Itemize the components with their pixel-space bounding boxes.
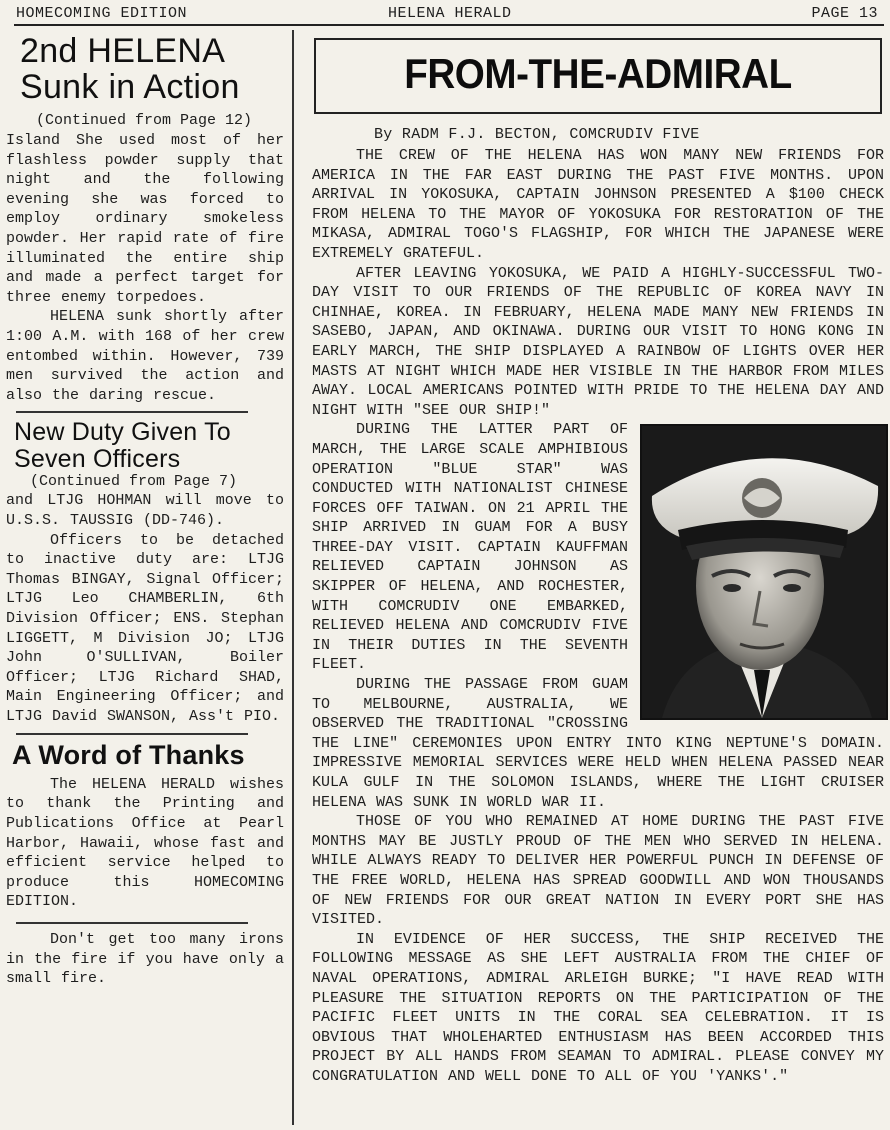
byline: By RADM F.J. BECTON, COMCRUDIV FIVE [374,126,700,143]
article-paragraph: THOSE OF YOU WHO REMAINED AT HOME DURING THE PAST FIVE MONTHS MAY BE JUSTLY PROUD OF THE MEN WHO SERVED IN HELENA. WHILE ALWAYS READY TO DELIVER HER POWERFUL PUNCH IN DEFENSE OF THE FREE WORLD, HELENA HAS SPREAD GOODWILL AND WON THOUSANDS OF NEW FRIENDS FOR OUR GREAT NATION IN EVERY PORT SHE HAS VISITED. [312,813,884,929]
article-body [312,146,884,1087]
story2-headline [14,419,284,472]
story1-paragraph: Island She used most of her flashless powder supply that night and the following evening she was forced to employ ordinary smokeless powder. Her rapid rate of fire illuminated the entire ship and made a perfect target for three enemy torpedoes. [6,131,284,306]
edition-label: HOMECOMING EDITION [16,5,188,22]
article-title: FROM-THE-ADMIRAL [404,50,792,97]
admiral-portrait [640,424,888,720]
story1-paragraph: HELENA sunk shortly after 1:00 A.M. with 168 of her crew entombed within. However, 739 men survived the action and also the daring rescue. [6,308,284,404]
masthead [14,4,884,26]
story2-headline-line1: New Duty Given To [14,418,231,447]
article-paragraph: IN EVIDENCE OF HER SUCCESS, THE SHIP RECEIVED THE FOLLOWING MESSAGE AS SHE LEFT AUSTRALIA FROM THE CHIEF OF NAVAL OPERATIONS, ADMIRAL ARLEIGH BURKE; "I HAVE READ WITH PLEASURE THE SITUATION REPORTS ON THE PARTICIPATION OF THE PACIFIC FLEET UNITS IN THE CORAL SEA CELEBRATION. IT IS OBVIOUS THAT WHOLEHARTED ENTHUSIASM HAS BEEN ACCORDED THIS PROJECT BY ALL HANDS FROM SEAMAN TO ADMIRAL. PLEASE CONVEY MY CONGRATULATION AND WELL DONE TO ALL OF YOU 'YANKS'." [312,930,884,1085]
story3-headline: A Word of Thanks [12,739,245,770]
title-box [314,38,882,114]
divider [16,733,248,735]
story1-continued-note: (Continued from Page 12) [36,112,253,130]
article-paragraph: DURING THE LATTER PART OF MARCH, THE LARGE SCALE AMPHIBIOUS OPERATION "BLUE STAR" WAS CONDUCTED WITH NATIONALIST CHINESE FORCES OFF TAIWAN. ON 21 APRIL THE SHIP ARRIVED IN GUAM FOR A BUSY THREE-DAY VISIT. CAPTAIN KAUFFMAN RELIEVED CAPTAIN JOHNSON AS SKIPPER OF HELENA, AND ROCHESTER, WITH COMCRUDIV ONE EMBARKED, RELIEVED HELENA AND COMCRUDIV FIVE IN THEIR DUTIES IN THE SEVENTH FLEET. [312,421,628,674]
column-divider [292,30,294,1125]
article-paragraph: THE CREW OF THE HELENA HAS WON MANY NEW FRIENDS FOR AMERICA IN THE FAR EAST DURING THE PAST FIVE MONTHS. UPON ARRIVAL IN YOKOSUKA, CAPTAIN JOHNSON PRESENTED A $100 CHECK FROM HELENA TO THE MAYOR OF YOKOSUKA FOR RESTORATION OF THE MIKASA, ADMIRAL TOGO'S FLAGSHIP, FOR WHICH THE JAPANESE WERE EXTREMELY GRATEFUL. [312,147,884,262]
divider [16,411,248,413]
left-column [6,30,284,1125]
story1-headline-line1: 2nd HELENA [20,32,226,70]
story2-paragraph: and LTJG HOHMAN will move to U.S.S. TAUSSIG (DD-746). [6,492,284,529]
page-number: PAGE 13 [811,5,878,22]
divider [16,922,248,924]
filler-quip: Don't get too many irons in the fire if you have only a small fire. [6,931,284,988]
right-column [302,30,884,1125]
story2-continued-note: (Continued from Page 7) [30,472,238,490]
newspaper-name: HELENA HERALD [388,5,512,22]
story2-headline-line2: Seven Officers [14,444,181,473]
article-paragraph: DURING THE PASSAGE FROM GUAM TO MELBOURNE, AUSTRALIA, WE OBSERVED THE TRADITIONAL "CROSSING THE LINE" CEREMONIES UPON ENTRY INTO KING NEPTUNE'S DOMAIN. IMPRESSIVE MEMORIAL SERVICES WERE HELD WHEN HELENA PASSED NEAR KULA GULF IN THE SOLOMON ISLANDS, WHERE THE LIGHT CRUISER HELENA WAS SUNK IN WORLD WAR II. [312,676,884,811]
story1-headline-line2: Sunk in Action [20,67,240,106]
story2-paragraph: Officers to be detached to inactive duty are: LTJG Thomas BINGAY, Signal Officer; LTJG Leo CHAMBERLIN, 6th Division Officer; ENS. Stephan LIGGETT, M Division JO; LTJG John O'SULLIVAN, Boiler Officer; LTJG Richard SHAD, Main Engineering Officer; and LTJG David SWANSON, Ass't PIO. [6,531,284,725]
story3-paragraph: The HELENA HERALD wishes to thank the Printing and Publications Office at Pearl Harbor, Hawaii, whose fast and efficient service helped to produce this HOMECOMING EDITION. [6,775,284,911]
story1-headline [20,34,284,105]
portrait-illustration [642,426,886,718]
article-paragraph: AFTER LEAVING YOKOSUKA, WE PAID A HIGHLY-SUCCESSFUL TWO-DAY VISIT TO OUR FRIENDS OF THE REPUBLIC OF KOREA NAVY IN CHINHAE, KOREA. IN FEBRUARY, HELENA MADE MANY NEW FRIENDS IN SASEBO, JAPAN, AND OKINAWA. DURING OUR VISIT TO HONG KONG IN EARLY MARCH, THE SHIP DISPLAYED A RAINBOW OF LIGHTS OVER HER MASTS AT NIGHT WHICH MADE HER VISIBLE IN THE HARBOR FROM MILES AWAY. LOCAL AMERICANS POINTED WITH PRIDE TO THE HELENA DAY AND NIGHT WITH "SEE OUR SHIP!" [312,264,884,419]
